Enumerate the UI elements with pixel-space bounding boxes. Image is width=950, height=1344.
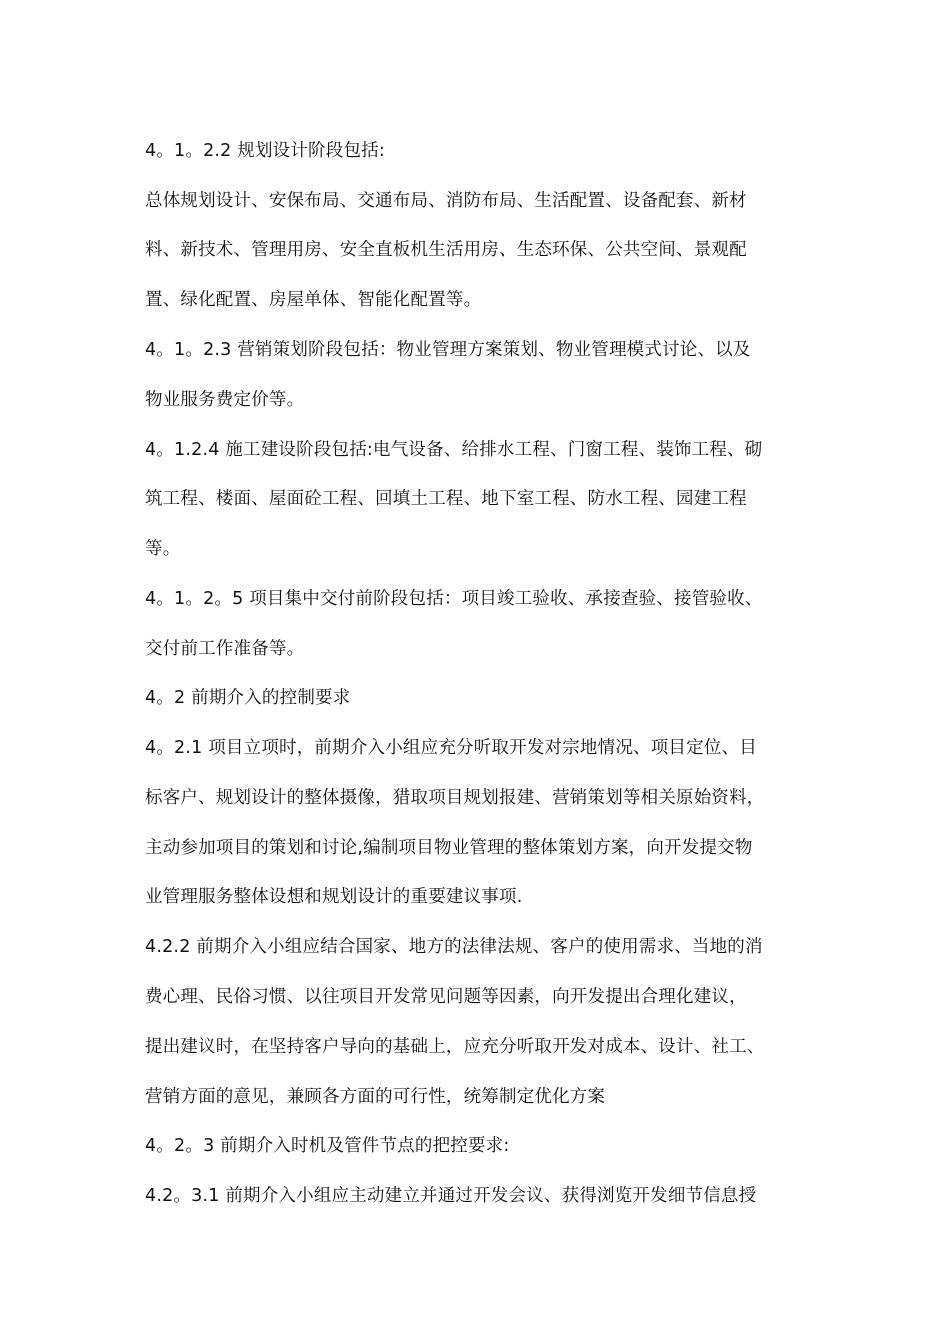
text-line: 4。1.2.4 施工建设阶段包括:电气设备、给排水工程、门窗工程、装饰工程、砌: [145, 440, 763, 460]
text-line: 4。1。2.2 规划设计阶段包括:: [145, 141, 385, 161]
text-line: 等。: [145, 539, 181, 559]
text-line: 4。1。2。5 项目集中交付前阶段包括：项目竣工验收、承接查验、接管验收、: [145, 589, 763, 609]
text-line: 费心理、民俗习惯、以往项目开发常见问题等因素，向开发提出合理化建议，: [145, 987, 747, 1007]
text-line: 主动参加项目的策划和讨论,编制项目物业管理的整体策划方案，向开发提交物: [145, 838, 753, 858]
text-line: 4.2.2 前期介入小组应结合国家、地方的法律法规、客户的使用需求、当地的消: [145, 937, 763, 957]
text-line: 4。2.1 项目立项时，前期介入小组应充分听取开发对宗地情况、项目定位、目: [145, 738, 757, 758]
text-line: 总体规划设计、安保布局、交通布局、消防布局、生活配置、设备配套、新材: [145, 191, 747, 211]
text-line: 料、新技术、管理用房、安全直板机生活用房、生态环保、公共空间、景观配: [145, 240, 747, 260]
text-line: 营销方面的意见，兼顾各方面的可行性，统筹制定优化方案: [145, 1087, 606, 1107]
text-line: 4。2。3 前期介入时机及管件节点的把控要求:: [145, 1136, 510, 1156]
section-heading: 4。2 前期介入的控制要求: [145, 688, 351, 708]
text-line: 筑工程、楼面、屋面砼工程、回填土工程、地下室工程、防水工程、园建工程: [145, 489, 747, 509]
text-line: 物业服务费定价等。: [145, 390, 305, 410]
text-line: 提出建议时，在坚持客户导向的基础上，应充分听取开发对成本、设计、社工、: [145, 1037, 765, 1057]
text-line: 业管理服务整体设想和规划设计的重要建议事项.: [145, 887, 523, 907]
text-line: 置、绿化配置、房屋单体、智能化配置等。: [145, 290, 482, 310]
text-line: 交付前工作准备等。: [145, 639, 305, 659]
text-line: 标客户、规划设计的整体摄像，猎取项目规划报建、营销策划等相关原始资料，: [145, 788, 765, 808]
text-line: 4。1。2.3 营销策划阶段包括：物业管理方案策划、物业管理模式讨论、以及: [145, 340, 751, 360]
text-line: 4.2。3.1 前期介入小组应主动建立并通过开发会议、获得浏览开发细节信息授: [145, 1186, 757, 1206]
